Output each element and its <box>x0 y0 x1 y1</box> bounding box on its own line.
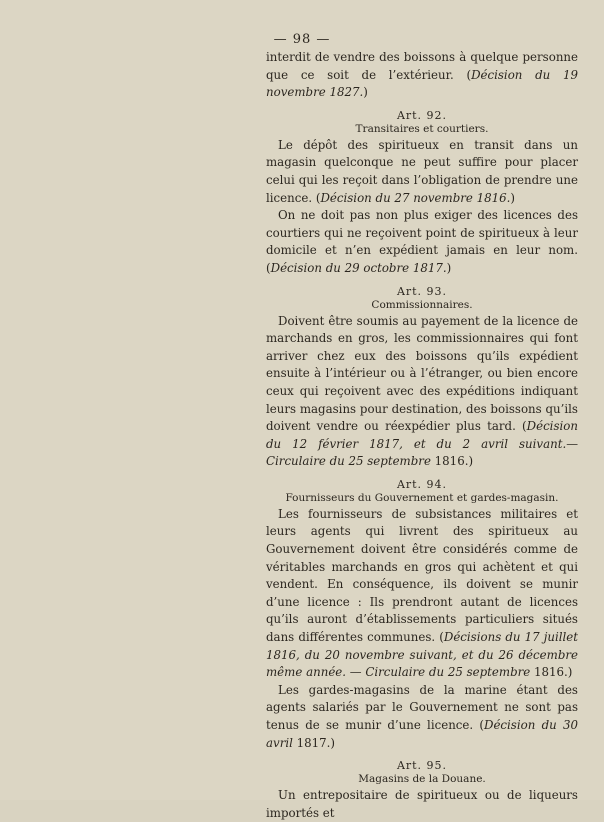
citation-text: Décisions du 17 juillet 1816, du 20 novembre suivant, et du 26 décembre même année. — Circulaire du 25 septembre <box>266 630 578 680</box>
paragraph-text: ) <box>363 85 368 100</box>
citation-text: Décision du 19 novembre 1827. <box>266 67 578 100</box>
article-subtitle: Magasins de la Douane. <box>358 773 486 786</box>
paragraph <box>266 207 578 277</box>
paragraph-text: 1816.) <box>430 454 474 469</box>
paragraph-text: Les gardes-magasins de la marine étant des agents salariés par le Gouvernement ne sont pas tenus de se munir d’une licence. ( <box>266 682 578 732</box>
citation-text: Décision du 27 novembre 1816. <box>320 190 511 205</box>
paragraph <box>266 787 578 822</box>
article-subtitle: Fournisseurs du Gouvernement et gardes-magasin. <box>285 491 559 504</box>
citation-text: Décision du 30 avril <box>266 718 578 750</box>
paragraph <box>266 137 578 207</box>
paragraph-text: Un entrepositaire de spiritueux ou de liqueurs importés et <box>266 788 578 820</box>
paragraph-text: Le dépôt des spiritueux en transit dans un magasin quelconque ne peut suffire pour placer celui qui les reçoit dans l’obligation de prendre une licence. ( <box>266 137 578 205</box>
article-subtitle: Transitaires et courtiers. <box>355 122 489 135</box>
article-heading: Art. 95. <box>396 759 448 773</box>
paragraph <box>266 682 578 752</box>
article-subtitle: Commissionnaires. <box>371 298 473 311</box>
page-body <box>266 49 578 822</box>
citation-text: Décision du 12 février 1817, et du 2 avril suivant.—Circulaire du 25 septembre <box>266 419 578 469</box>
paragraph-text: Doivent être soumis au payement de la licence de marchands en gros, les commissionnaires qui font arriver chez eux des boissons qu’ils expédient ensuite à l’intérieur ou à l’étranger, ou bien encore ceux qui reçoivent avec des expéditions indiquant leurs magasins pour destination, des boissons qu’ils doivent vendre ou réexpédier plus tard. ( <box>266 313 578 434</box>
paragraph <box>266 313 578 471</box>
article-heading: Art. 93. <box>396 284 448 298</box>
paragraph <box>266 506 578 682</box>
citation-text: Décision du 29 octobre 1817. <box>270 260 447 275</box>
article-heading: Art. 92. <box>396 108 448 122</box>
page-number: — 98 — <box>273 32 331 47</box>
article-heading: Art. 94. <box>396 477 448 491</box>
paragraph-text: 1816.) <box>530 665 573 680</box>
paragraph <box>266 49 578 102</box>
paragraph-text: ) <box>510 190 516 205</box>
paragraph-text: 1817.) <box>292 735 336 750</box>
paragraph-text: interdit de vendre des boissons à quelque personne que ce soit de l’extérieur. ( <box>266 50 578 82</box>
paragraph-text: Les fournisseurs de subsistances militaires et leurs agents qui livrent des spiritueux au Gouvernement doivent être considérés comme de véritables marchands en gros qui achètent et qui vendent. En conséquence, ils doivent se munir d’une licence : Ils prendront autant de licences qu’ils auront d’établissements particuliers situés dans différentes communes. ( <box>266 506 578 645</box>
paragraph-text: On ne doit pas non plus exiger des licences des courtiers qui ne reçoivent point de spiritueux à leur domicile et n’en expédient jamais en leur nom. ( <box>266 208 578 275</box>
paragraph-text: ) <box>446 260 452 275</box>
